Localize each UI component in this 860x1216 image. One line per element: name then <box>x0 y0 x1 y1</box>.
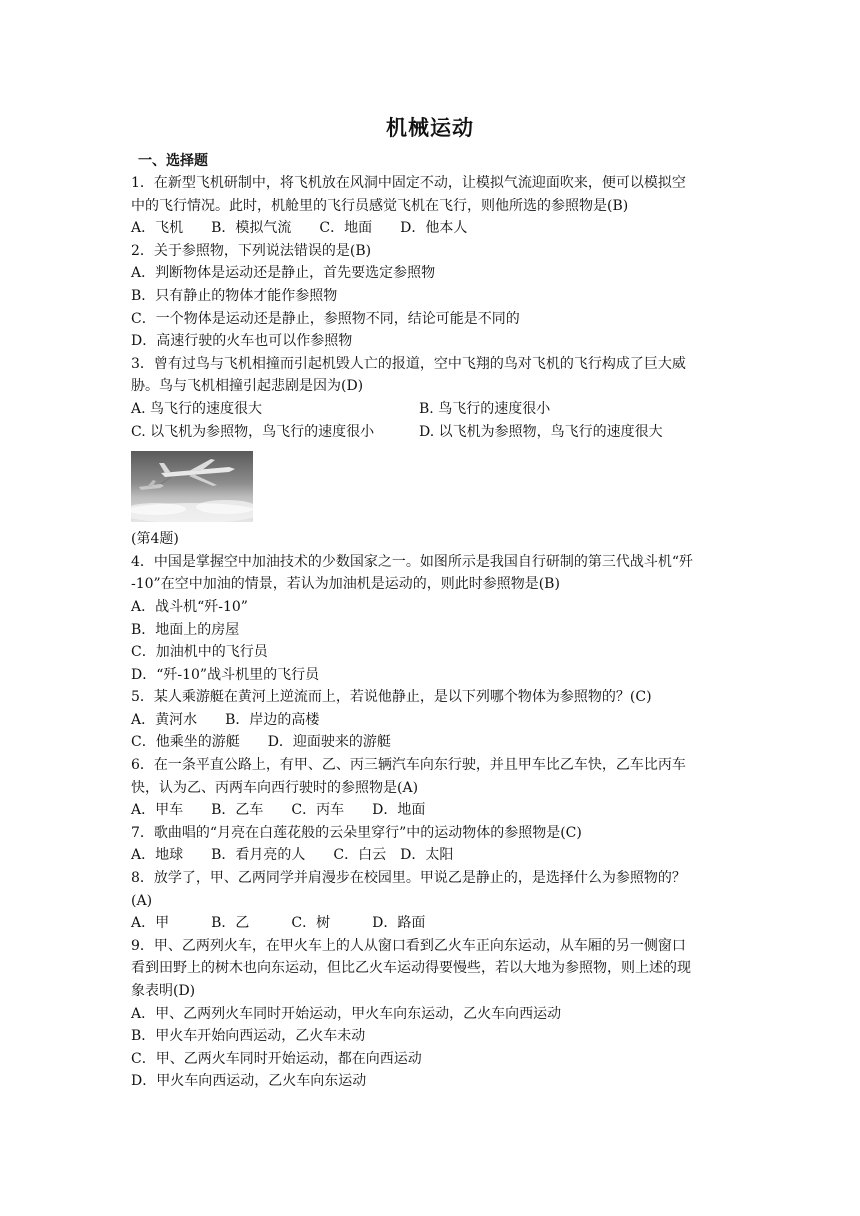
question-stem: 快，认为乙、丙两车向西行驶时的参照物是(A) <box>131 779 419 796</box>
option-b: B．甲火车开始向西运动，乙火车未动 <box>131 1028 366 1045</box>
question-options: A．地球 B．看月亮的人 C．白云 D．太阳 <box>131 847 454 864</box>
question-5 <box>131 686 731 754</box>
option-d: D．“歼-10”战斗机里的飞行员 <box>131 666 320 683</box>
question-stem: 4．中国是掌握空中加油技术的少数国家之一。如图所示是我国自行研制的第三代战斗机“歼 <box>131 553 694 570</box>
option-a: A. 鸟飞行的速度很大 <box>131 400 263 417</box>
question-options: A．甲 B．乙 C．树 D．路面 <box>131 915 426 932</box>
option-b: B．地面上的房屋 <box>131 621 240 638</box>
question-8 <box>131 867 731 935</box>
page-title: 机械运动 <box>386 116 474 140</box>
option-c: C. 以飞机为参照物，鸟飞行的速度很小 <box>131 423 375 440</box>
question-stem: 9．甲、乙两列火车，在甲火车上的人从窗口看到乙火车正向东运动，从车厢的另一侧窗口 <box>131 937 686 954</box>
option-a: A．判断物体是运动还是静止，首先要选定参照物 <box>131 265 436 282</box>
option-b: B. 鸟飞行的速度很小 <box>419 400 551 417</box>
question-4 <box>131 551 731 687</box>
question-stem: (A) <box>131 892 153 909</box>
question-6 <box>131 754 731 822</box>
question-options: A．黄河水 B．岸边的高楼 <box>131 711 320 728</box>
section-heading: 一、选择题 <box>138 153 208 169</box>
question-2 <box>131 240 731 353</box>
option-d: D. 以飞机为参照物，鸟飞行的速度很大 <box>419 423 663 440</box>
question-stem: 中的飞行情况。此时，机舱里的飞行员感觉飞机在飞行，则他所选的参照物是(B) <box>131 197 629 214</box>
question-stem: 胁。鸟与飞机相撞引起悲剧是因为(D) <box>131 378 364 395</box>
option-a: A．战斗机“歼-10” <box>131 598 248 615</box>
question-stem: -10”在空中加油的情景，若认为加油机是运动的，则此时参照物是(B) <box>131 576 560 593</box>
option-b: B．只有静止的物体才能作参照物 <box>131 287 338 304</box>
question-stem: 看到田野上的树木也向东运动，但比乙火车运动得要慢些，若以大地为参照物，则上述的现 <box>131 960 691 977</box>
question-stem: 7．歌曲唱的“月亮在白莲花般的云朵里穿行”中的运动物体的参照物是(C) <box>131 824 582 841</box>
refueling-aircraft-photo <box>131 451 253 522</box>
question-stem: 8．放学了，甲、乙两同学并肩漫步在校园里。甲说乙是静止的，是选择什么为参照物的？ <box>131 870 686 887</box>
option-a: A．甲、乙两列火车同时开始运动，甲火车向东运动，乙火车向西运动 <box>131 1005 562 1022</box>
question-stem: 5．某人乘游艇在黄河上逆流而上，若说他静止，是以下列哪个物体为参照物的？(C) <box>131 689 652 706</box>
question-stem: 象表明(D) <box>131 983 196 999</box>
question-list <box>131 172 731 1093</box>
aircraft-illustration <box>131 451 253 522</box>
question-3 <box>131 353 731 443</box>
question-stem: 1．在新型飞机研制中，将飞机放在风洞中固定不动，让模拟气流迎面吹来，便可以模拟空 <box>131 175 686 191</box>
option-d: D．高速行驶的火车也可以作参照物 <box>131 333 353 350</box>
question-1 <box>131 172 731 240</box>
question-options: C．他乘坐的游艇 D．迎面驶来的游艇 <box>131 734 391 751</box>
question-7 <box>131 822 731 867</box>
question-options: A．甲车 B．乙车 C．丙车 D．地面 <box>131 802 426 819</box>
question-stem: 6．在一条平直公路上，有甲、乙、丙三辆汽车向东行驶，并且甲车比乙车快，乙车比丙车 <box>131 757 686 774</box>
option-c: C．加油机中的飞行员 <box>131 644 268 661</box>
question-options: A．飞机 B．模拟气流 C．地面 D．他本人 <box>131 220 468 237</box>
question-stem: 2．关于参照物，下列说法错误的是(B) <box>131 242 372 259</box>
option-d: D．甲火车向西运动，乙火车向东运动 <box>131 1073 367 1090</box>
question-stem: 3．曾有过鸟与飞机相撞而引起机毁人亡的报道，空中飞翔的鸟对飞机的飞行构成了巨大威 <box>131 355 686 372</box>
question-9 <box>131 935 731 1093</box>
figure-caption: (第4题) <box>131 531 179 548</box>
option-c: C．一个物体是运动还是静止，参照物不同，结论可能是不同的 <box>131 310 520 327</box>
option-c: C．甲、乙两火车同时开始运动，都在向西运动 <box>131 1050 422 1067</box>
